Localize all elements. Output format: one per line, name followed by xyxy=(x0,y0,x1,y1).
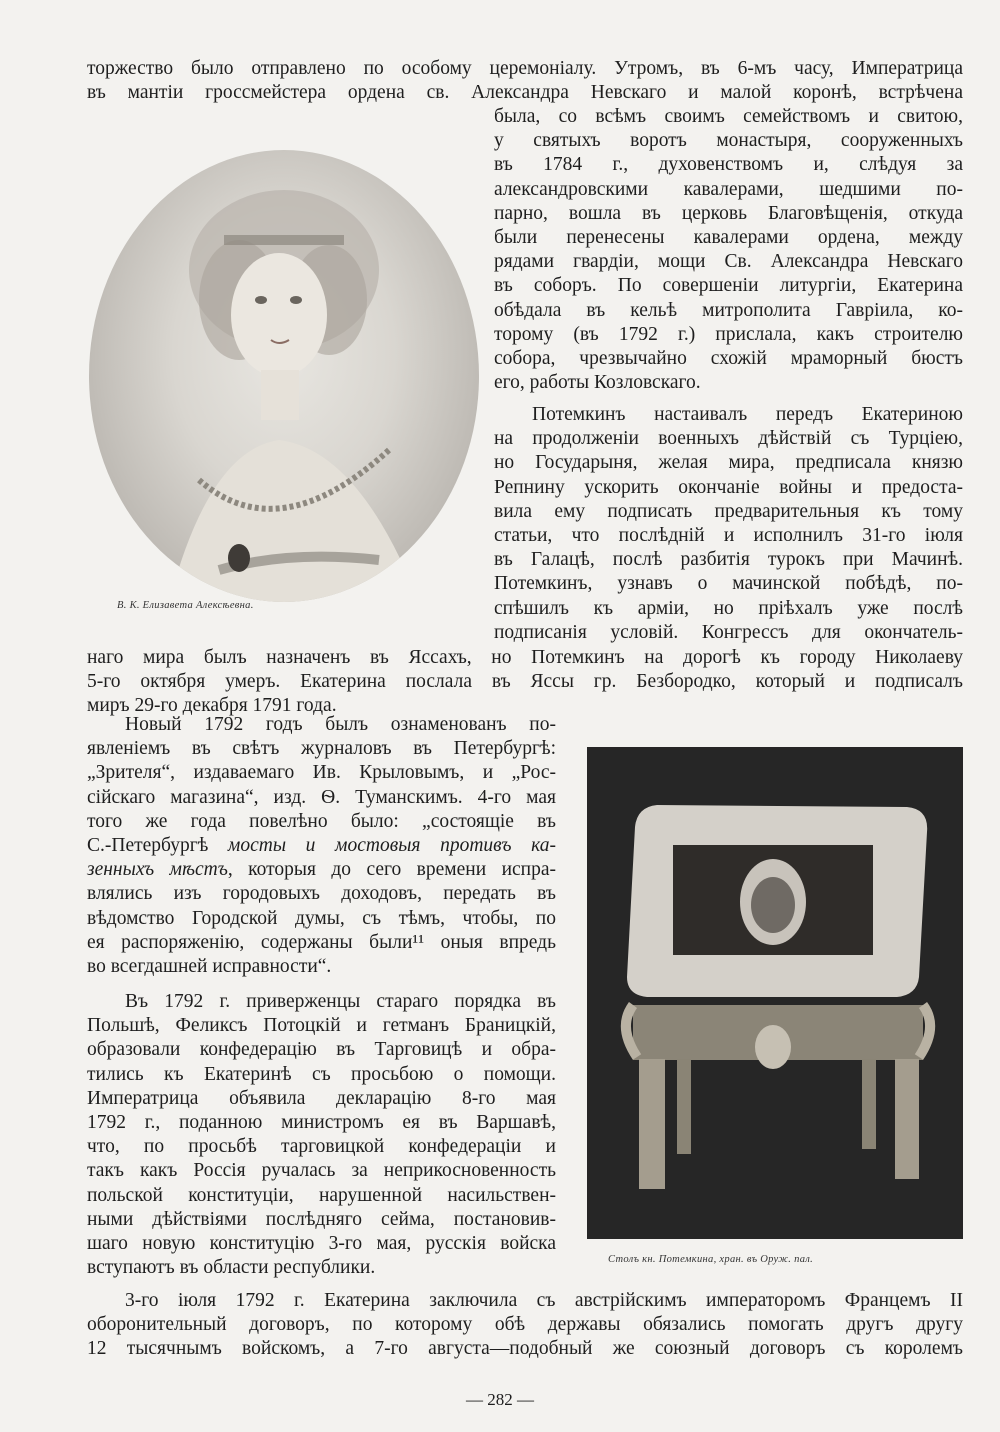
table-caption: Столъ кн. Потемкина, хран. въ Оруж. пал. xyxy=(608,1254,814,1265)
text-line: шаго новую конституцію 3-го мая, русскія войска xyxy=(87,1233,556,1255)
text-line xyxy=(87,858,556,882)
top-paragraph xyxy=(87,57,963,105)
text-line: во всегдашней исправности“. xyxy=(87,956,332,978)
text-line: влялись изъ городовыхъ доходовъ, передать въ xyxy=(87,883,556,905)
text-line: оборонительный договоръ, по которому обѣ державы обязались помогать другъ другу xyxy=(87,1314,963,1336)
text-line: ными дѣйствіями послѣдняго сейма, постановив- xyxy=(87,1208,556,1230)
text-line: вила ему подписать предварительныя къ тому xyxy=(494,500,963,522)
text-line: наго мира былъ назначенъ въ Яссахъ, но Потемкинъ на дорогѣ къ городу Николаеву xyxy=(87,647,963,668)
left-column-1 xyxy=(87,713,556,979)
text-line: торжество было отправлено по особому церемоніалу. Утромъ, въ 6-мъ часу, Императрица xyxy=(87,58,963,79)
full-width-1 xyxy=(87,646,963,719)
full-width-2 xyxy=(87,1289,963,1362)
right-column-1 xyxy=(494,105,963,395)
text-line: 12 тысячнымъ войскомъ, а 7-го августа—подобный же союзный договоръ съ королемъ xyxy=(87,1338,963,1360)
text-line: Польшѣ, Феликсъ Потоцкій и гетманъ Браницкій, xyxy=(87,1015,556,1037)
text-line: 1792 г., поданною министромъ ея въ Варшавѣ, xyxy=(87,1112,556,1134)
text-line: Потемкинъ, узнавъ о мачинской побѣдѣ, по- xyxy=(494,573,963,595)
text-line: спѣшилъ къ арміи, но пріѣхалъ уже послѣ xyxy=(494,597,963,619)
portrait-caption: В. К. Елизавета Алексѣевна. xyxy=(117,600,254,611)
text-line: александровскими кавалерами, шедшими по- xyxy=(494,178,963,200)
text-line: 3-го іюля 1792 г. Екатерина заключила съ австрійскимъ императоромъ Францемъ II xyxy=(125,1290,963,1311)
text-line: въ 1784 г., духовенствомъ и, слѣдуя за xyxy=(494,154,963,176)
text-line: польской конституціи, нарушенной насильствен- xyxy=(87,1184,556,1206)
text-line: „Зрителя“, издаваемаго Ив. Крыловымъ, и „Рос- xyxy=(87,762,556,784)
table-photo xyxy=(587,747,963,1239)
text-line: торому (въ 1792 г.) прислала, какъ строителю xyxy=(494,323,963,345)
text-line xyxy=(87,834,556,858)
text-line: вѣдомство Городской думы, съ тѣмъ, чтобы, по xyxy=(87,907,556,929)
page-number: — 282 — xyxy=(466,1390,534,1409)
text-run: С.-Петербургѣ xyxy=(87,835,228,857)
text-line: Репнину ускорить окончаніе войны и предоста- xyxy=(494,476,963,498)
italic-text: зенныхъ мѣстъ xyxy=(87,859,228,881)
text-line: тились къ Екатеринѣ съ просьбою о помощи. xyxy=(87,1063,556,1085)
text-line: была, со всѣмъ своимъ семействомъ и свитою, xyxy=(494,106,963,127)
text-line: Новый 1792 годъ былъ ознаменованъ по- xyxy=(125,714,556,735)
text-line: обѣдала въ кельѣ митрополита Гавріила, ко- xyxy=(494,299,963,321)
portrait-image xyxy=(89,150,479,602)
right-column-2 xyxy=(494,403,963,645)
text-line: его, работы Козловскаго. xyxy=(494,372,701,394)
text-line: были перенесены кавалерами ордена, между xyxy=(494,227,963,249)
italic-text: мосты и мостовыя противъ ка- xyxy=(227,835,556,857)
left-column-2 xyxy=(87,990,556,1280)
text-line: собора, чрезвычайно схожій мраморный бюстъ xyxy=(494,348,963,370)
text-line: подписанія условій. Конгрессъ для окончатель- xyxy=(494,621,963,643)
text-line: Потемкинъ настаивалъ передъ Екатериною xyxy=(532,404,963,425)
table-drawing xyxy=(587,747,963,1239)
text-line: вступаютъ въ области республики. xyxy=(87,1257,376,1279)
text-line: на продолженіи военныхъ дѣйствій съ Турціею, xyxy=(494,428,963,450)
text-line: статьи, что послѣдній и исполнилъ 31-го іюля xyxy=(494,525,963,547)
text-line: парно, вошла въ церковь Благовѣщенія, откуда xyxy=(494,202,963,224)
text-line: въ Галацѣ, послѣ разбитія турокъ при Мачинѣ. xyxy=(494,549,963,571)
text-line: 5-го октября умеръ. Екатерина послала въ Яссы гр. Безбородко, который и подписалъ xyxy=(87,671,963,693)
text-line: Въ 1792 г. приверженцы стараго порядка въ xyxy=(125,991,556,1012)
text-line: въ мантіи гроссмейстера ордена св. Александра Невскаго и малой коронѣ, встрѣчена xyxy=(87,82,963,104)
text-line: явленіемъ въ свѣтъ журналовъ въ Петербургѣ: xyxy=(87,738,556,760)
text-line: что, по просьбѣ тарговицкой конфедераціи и xyxy=(87,1136,556,1158)
text-line: Императрица объявила декларацію 8-го мая xyxy=(87,1087,556,1109)
text-line: у святыхъ воротъ монастыря, сооруженныхъ xyxy=(494,130,963,152)
text-line: того же года повелѣно было: „состоящіе въ xyxy=(87,810,556,832)
text-line: рядами гвардіи, мощи Св. Александра Невскаго xyxy=(494,251,963,273)
text-line: въ соборъ. По совершеніи литургіи, Екатерина xyxy=(494,275,963,297)
text-line: такъ какъ Россія ручалась за неприкосновенность xyxy=(87,1160,556,1182)
text-run: , которыя до сего времени испра- xyxy=(227,859,556,881)
text-line: миръ 29-го декабря 1791 года. xyxy=(87,695,337,717)
text-line: образовали конфедерацію въ Тарговицѣ и обра- xyxy=(87,1039,556,1061)
portrait-drawing xyxy=(89,150,479,602)
text-line: ея распоряженію, содержаны были¹¹ оныя впредь xyxy=(87,931,556,953)
text-line: сійскаго магазина“, изд. Ѳ. Туманскимъ. 4-го мая xyxy=(87,786,556,808)
text-line: но Государыня, желая мира, предписала князю xyxy=(494,452,963,474)
